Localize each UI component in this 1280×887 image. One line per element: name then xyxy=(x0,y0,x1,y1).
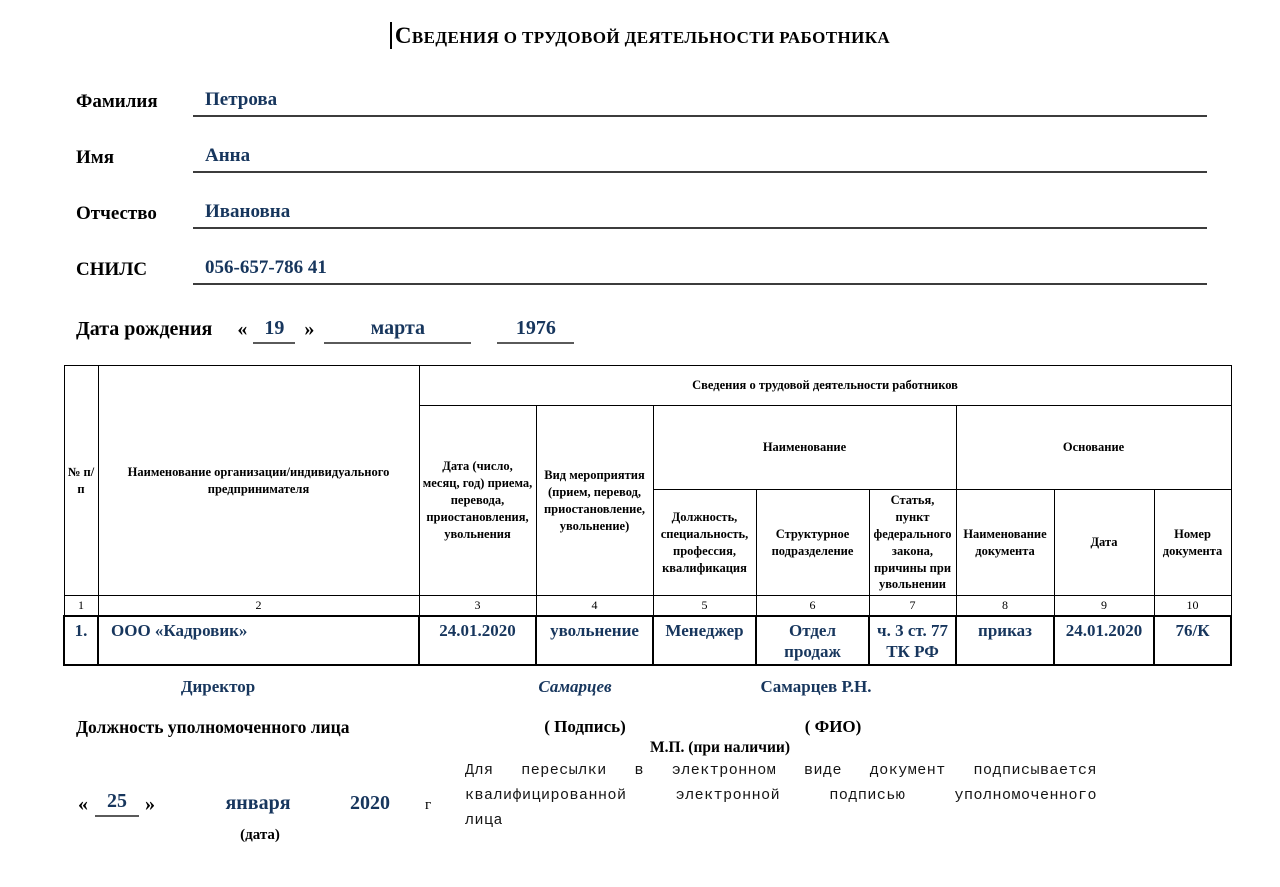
disclaimer-line: квалифицированной электронной подписью уполномоченного xyxy=(465,787,1097,804)
cell-position[interactable]: Менеджер xyxy=(653,616,756,666)
birth-month-field[interactable]: марта xyxy=(324,317,471,344)
col-num-10: 10 xyxy=(1154,596,1231,616)
col-num-3: 3 xyxy=(419,596,536,616)
patronymic-field[interactable]: Ивановна xyxy=(193,201,1207,229)
cell-unit[interactable]: Отдел продаж xyxy=(756,616,869,666)
name-field[interactable]: Анна xyxy=(193,145,1207,173)
col-num-1: 1 xyxy=(64,596,98,616)
disclaimer-line: Для пересылки в электронном виде документ подписывается xyxy=(465,762,1097,779)
electronic-signature-disclaimer xyxy=(465,758,1097,833)
patronymic-label: Отчество xyxy=(76,203,157,224)
col-num-9: 9 xyxy=(1054,596,1154,616)
col-num-6: 6 xyxy=(756,596,869,616)
signature-value[interactable]: Самарцев xyxy=(538,677,612,696)
close-quote: » xyxy=(145,793,155,815)
column-numbers-row xyxy=(64,596,1231,616)
group-header-name: Наименование xyxy=(653,406,956,490)
cell-organization[interactable]: ООО «Кадровик» xyxy=(98,616,419,666)
col-header-number: № п/п xyxy=(64,366,98,596)
fio-label: ( ФИО) xyxy=(804,717,862,736)
cell-date[interactable]: 24.01.2020 xyxy=(419,616,536,666)
signer-fio-value[interactable]: Самарцев Р.Н. xyxy=(760,677,872,696)
col-num-4: 4 xyxy=(536,596,653,616)
date-caption: (дата) xyxy=(240,827,280,843)
col-header-organization: Наименование организации/индивидуального предпринимателя xyxy=(98,366,419,596)
field-row-name xyxy=(76,143,1207,173)
document-month-field[interactable]: января xyxy=(225,792,291,814)
name-label: Имя xyxy=(76,147,114,168)
field-row-patronymic xyxy=(76,199,1207,229)
snils-field[interactable]: 056-657-786 41 xyxy=(193,257,1207,285)
cell-doc-number[interactable]: 76/К xyxy=(1154,616,1231,666)
close-quote: » xyxy=(304,318,315,340)
col-num-8: 8 xyxy=(956,596,1054,616)
col-header-article: Статья, пункт федерального закона, причины при увольнении xyxy=(869,490,956,596)
col-header-event-type: Вид мероприятия (прием, перевод, приостановление, увольнение) xyxy=(536,406,653,596)
year-suffix: г xyxy=(425,797,432,813)
birth-date-row xyxy=(76,310,574,344)
work-activity-table xyxy=(63,365,1232,666)
col-header-doc-number: Номер документа xyxy=(1154,490,1231,596)
col-header-position: Должность, специальность, профессия, квалификация xyxy=(653,490,756,596)
birth-day-field[interactable]: 19 xyxy=(253,317,295,344)
birth-year-field[interactable]: 1976 xyxy=(497,317,574,344)
surname-field[interactable]: Петрова xyxy=(193,89,1207,117)
surname-label: Фамилия xyxy=(76,91,158,112)
page-title xyxy=(0,22,1280,49)
document-year-field[interactable]: 2020 xyxy=(350,792,390,814)
text-cursor xyxy=(390,22,392,49)
birth-date-label: Дата рождения xyxy=(76,318,213,340)
signer-position-value[interactable]: Директор xyxy=(180,677,256,696)
field-row-surname xyxy=(76,87,1207,117)
cell-row-number[interactable]: 1. xyxy=(64,616,98,666)
col-num-7: 7 xyxy=(869,596,956,616)
col-header-unit: Структурное подразделение xyxy=(756,490,869,596)
snils-label: СНИЛС xyxy=(76,259,148,280)
title-text: ВЕДЕНИЯ О ТРУДОВОЙ ДЕЯТЕЛЬНОСТИ РАБОТНИКА xyxy=(411,28,891,47)
table-group-header: Сведения о трудовой деятельности работников xyxy=(419,366,1231,406)
col-num-2: 2 xyxy=(98,596,419,616)
cell-doc-date[interactable]: 24.01.2020 xyxy=(1054,616,1154,666)
field-row-snils xyxy=(76,255,1207,285)
cell-doc-name[interactable]: приказ xyxy=(956,616,1054,666)
personal-fields xyxy=(76,87,1207,311)
cell-article[interactable]: ч. 3 ст. 77 ТК РФ xyxy=(869,616,956,666)
disclaimer-line: лица xyxy=(465,812,504,829)
signature-label: ( Подпись) xyxy=(544,717,626,736)
col-num-5: 5 xyxy=(653,596,756,616)
signer-position-label: Должность уполномоченного лица xyxy=(76,717,350,737)
col-header-doc-date: Дата xyxy=(1054,490,1154,596)
col-header-doc-name: Наименование документа xyxy=(956,490,1054,596)
signature-section xyxy=(0,657,1280,887)
col-header-date: Дата (число, месяц, год) приема, перевода, приостановления, увольнения xyxy=(419,406,536,596)
group-header-basis: Основание xyxy=(956,406,1231,490)
title-first-letter: С xyxy=(394,23,412,48)
open-quote: « xyxy=(237,318,248,340)
open-quote: « xyxy=(78,793,88,815)
stamp-label: М.П. (при наличии) xyxy=(649,739,791,756)
document-day-field[interactable]: 25 xyxy=(95,790,139,817)
cell-event-type[interactable]: увольнение xyxy=(536,616,653,666)
